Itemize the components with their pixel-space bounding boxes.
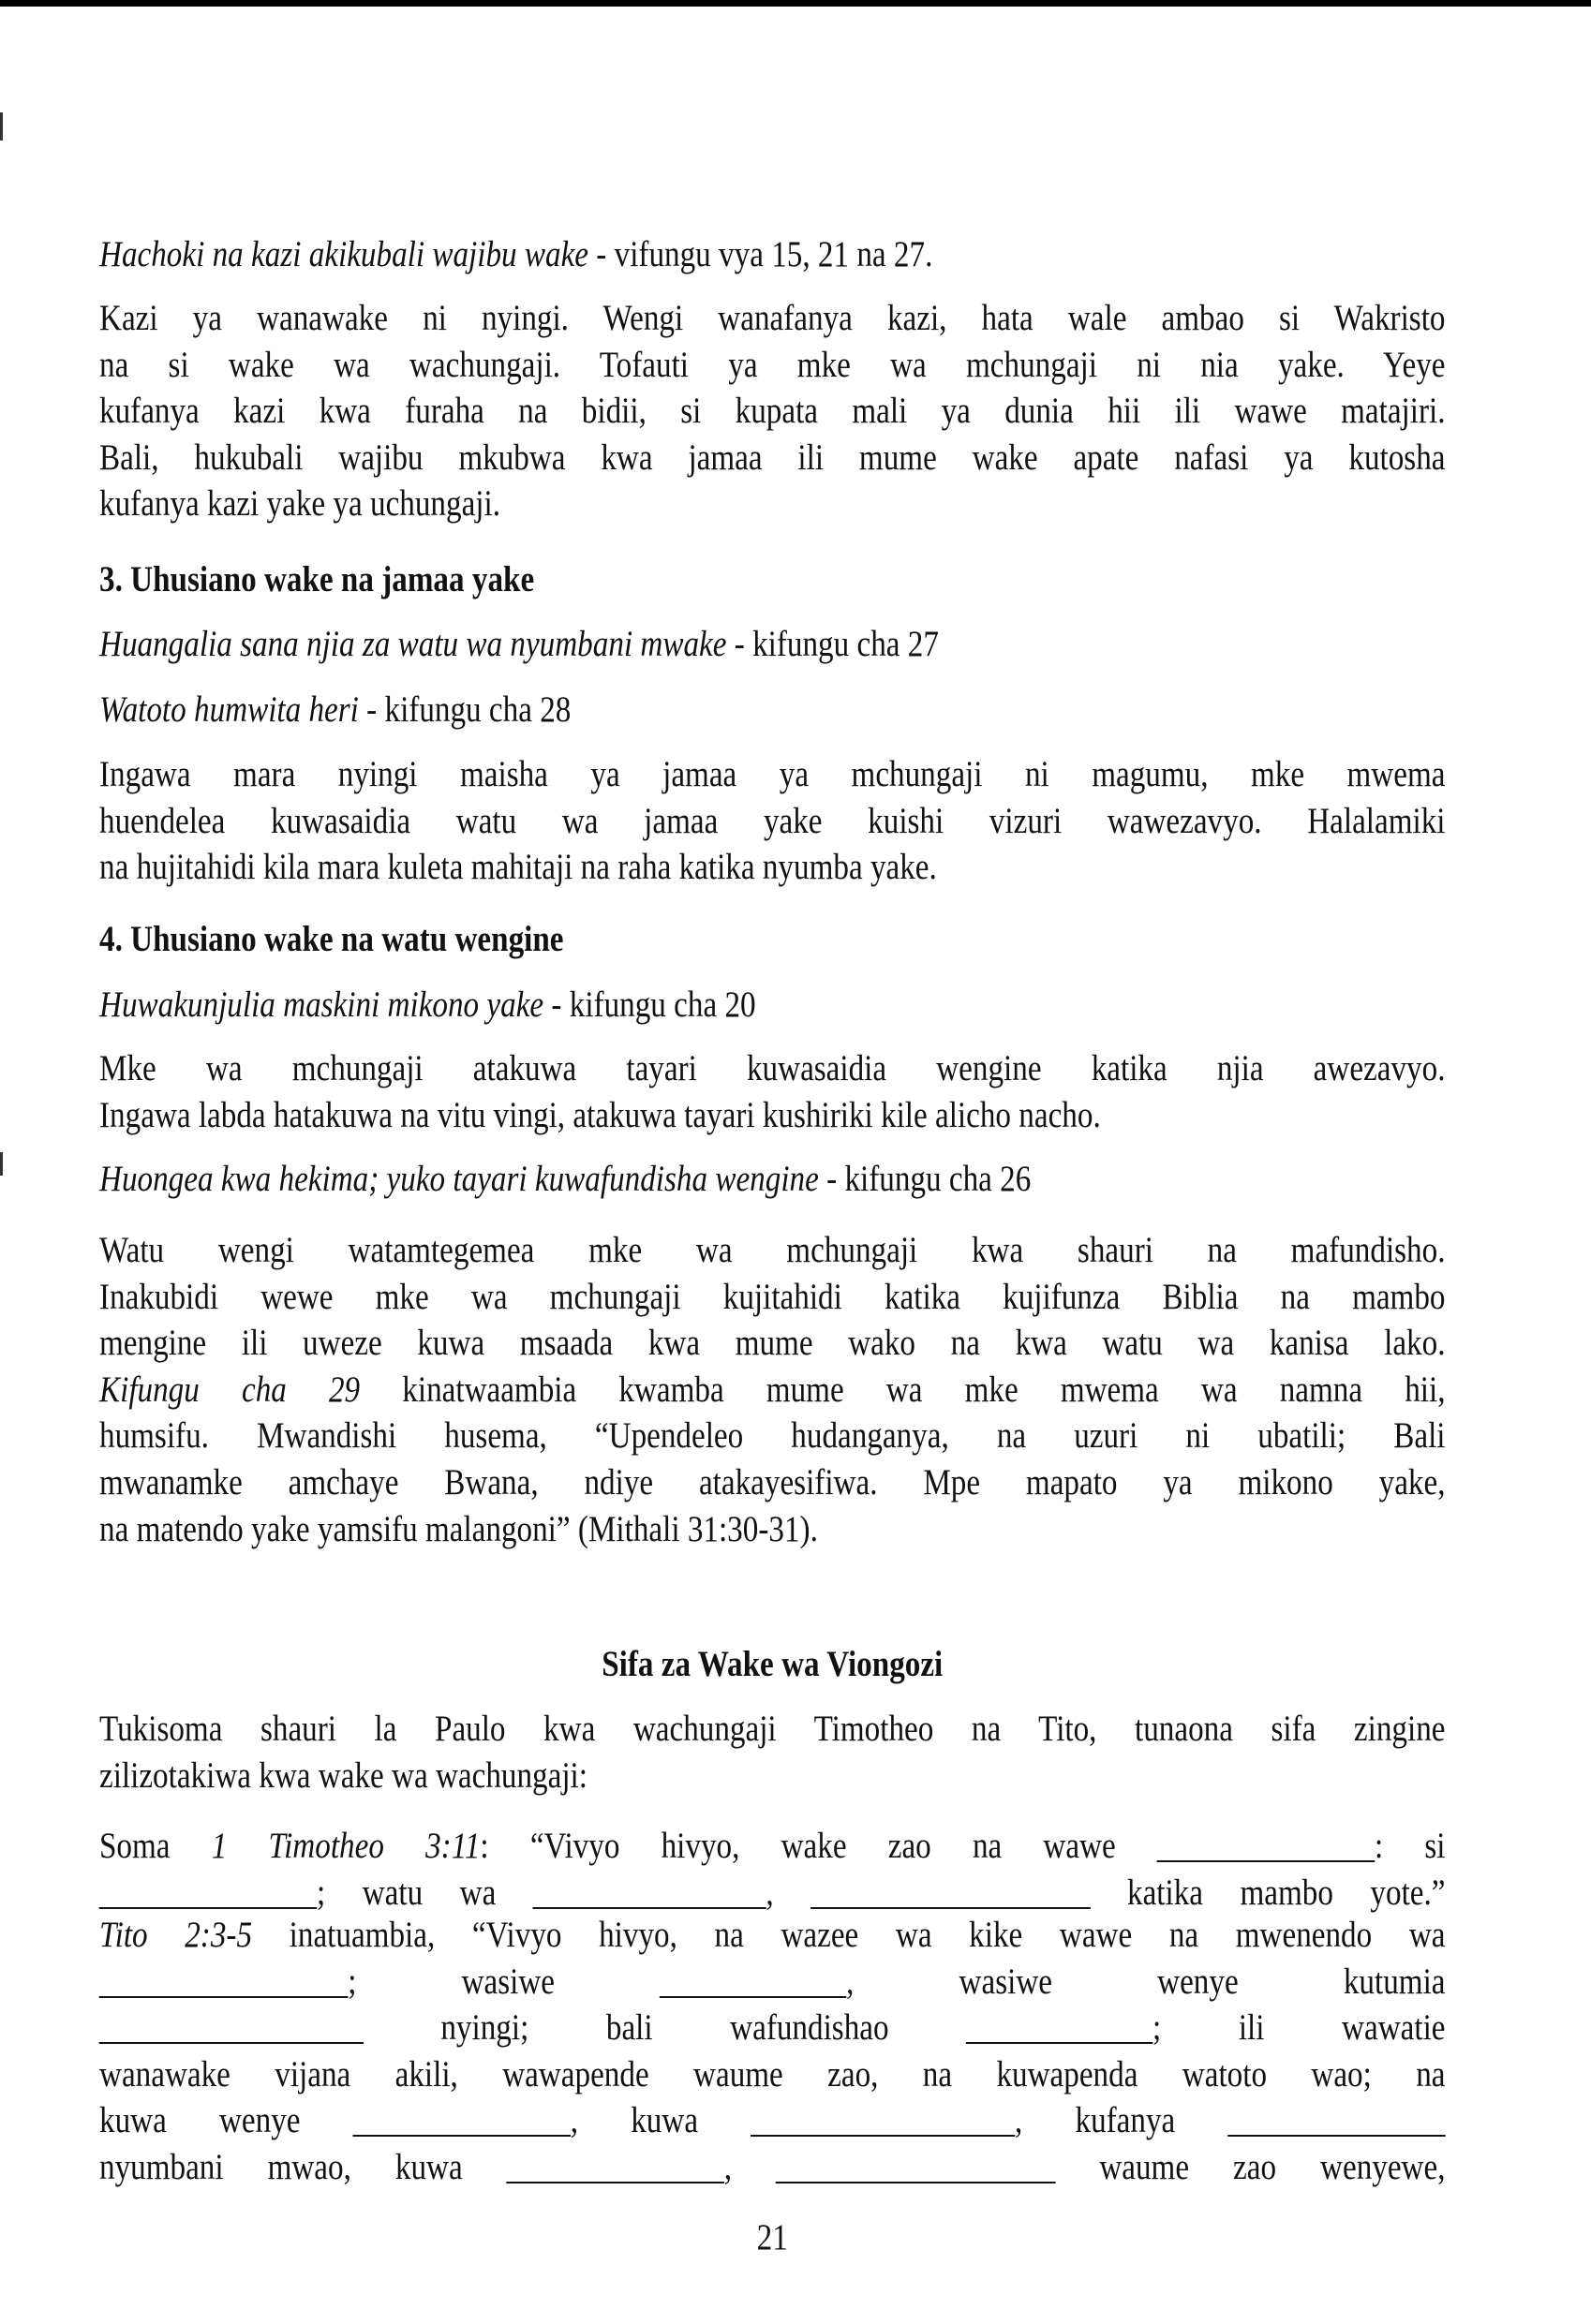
section-title — [99, 1641, 1445, 1688]
italic-text: Tito 2:3-5 — [99, 1915, 253, 1955]
text: kufanya kazi kwa furaha na bidii, si kupata mali ya dunia hii ili wawe matajiri. — [99, 391, 1446, 432]
text: ________________; wasiwe ____________, wasiwe wenye kutumia — [99, 1961, 1446, 2002]
text: kufanya kazi yake ya uchungaji. — [99, 483, 501, 525]
text-line — [99, 1367, 1446, 1414]
italic-text: Kifungu cha 29 — [99, 1369, 361, 1410]
text: mwanamke amchaye Bwana, ndiye atakayesifiwa. Mpe mapato ya mikono yake, — [99, 1461, 1446, 1502]
text-line — [99, 1641, 1446, 1688]
text: - kifungu cha 26 — [818, 1159, 1032, 1199]
text-line — [99, 2005, 1446, 2051]
text-line — [99, 342, 1446, 389]
paragraph — [99, 1706, 1445, 1799]
text-line — [99, 481, 1446, 527]
text-line — [99, 388, 1446, 435]
text-line — [99, 1912, 1446, 1959]
italic-text: Huangalia sana njia za watu wa nyumbani mwake — [99, 624, 727, 664]
text-line — [99, 1753, 1446, 1799]
verse-reference — [99, 687, 1445, 733]
text-line — [99, 2214, 1446, 2261]
text: ______________; watu wa _______________, __________________ katika mambo yote.” — [99, 1872, 1446, 1913]
text-line — [99, 1506, 1446, 1553]
text-line — [99, 1320, 1446, 1367]
text: Ingawa labda hatakuwa na vitu vingi, atakuwa tayari kushiriki kile alicho nacho. — [99, 1094, 1101, 1135]
text: nyumbani mwao, kuwa ______________, __________________ waume zao wenyewe, — [99, 2146, 1446, 2187]
paragraph — [99, 1045, 1445, 1138]
text-line — [99, 2097, 1446, 2144]
scan-mark — [0, 112, 3, 141]
text-line — [99, 687, 1446, 733]
text: kinatwaambia kwamba mume wa mke mwema wa namna hii, — [360, 1369, 1446, 1410]
text: Soma — [99, 1826, 212, 1866]
text: - vifungu vya 15, 21 na 27. — [588, 234, 933, 274]
text-line — [99, 1706, 1446, 1753]
text: Ingawa mara nyingi maisha ya jamaa ya mchungaji ni magumu, mke mwema — [99, 754, 1446, 794]
text: wanawake vijana akili, wawapende waume zao, na kuwapenda watoto wao; na — [99, 2053, 1446, 2095]
italic-text: 1 Timotheo 3:11 — [211, 1826, 481, 1866]
bold-text: Sifa za Wake wa Viongozi — [602, 1644, 944, 1684]
text-line — [99, 1459, 1446, 1506]
section-heading — [99, 916, 1445, 963]
text-line — [99, 2051, 1446, 2098]
text-line — [99, 844, 1446, 891]
italic-text: Watoto humwita heri — [99, 689, 359, 730]
text-line — [99, 621, 1446, 668]
text: Bali, hukubali wajibu mkubwa kwa jamaa ili mume wake apate nafasi ya kutosha — [99, 437, 1446, 478]
text-line — [99, 1413, 1446, 1459]
verse-reference — [99, 1156, 1445, 1203]
text-line — [99, 2144, 1446, 2191]
text: huendelea kuwasaidia watu wa jamaa yake kuishi vizuri wawezavyo. Halalamiki — [99, 800, 1446, 841]
text: mengine ili uweze kuwa msaada kwa mume wako na kwa watu wa kanisa lako. — [99, 1323, 1446, 1364]
text: _________________ nyingi; bali wafundishao ____________; ili wawatie — [99, 2007, 1446, 2049]
verse-reference — [99, 621, 1445, 668]
text: na hujitahidi kila mara kuleta mahitaji na raha katika nyumba yake. — [99, 847, 937, 888]
section-heading — [99, 556, 1445, 603]
page-number — [99, 2214, 1445, 2261]
paragraph — [99, 751, 1445, 891]
verse-reference — [99, 231, 1445, 278]
text: - kifungu cha 20 — [543, 984, 756, 1025]
italic-text: Hachoki na kazi akikubali wajibu wake — [99, 234, 589, 274]
text-line — [99, 1274, 1446, 1321]
fill-in-exercise — [99, 1912, 1445, 2191]
paragraph — [99, 295, 1445, 527]
text-line — [99, 1823, 1446, 1870]
text-line — [99, 1045, 1446, 1092]
text: - kifungu cha 28 — [358, 689, 572, 730]
text: inatuambia, “Vivyo hivyo, na wazee wa kike wawe na mwenendo wa — [252, 1915, 1446, 1955]
text: zilizotakiwa kwa wake wa wachungaji: — [99, 1754, 587, 1796]
text-line — [99, 295, 1446, 342]
text: Tukisoma shauri la Paulo kwa wachungaji Timotheo na Tito, tunaona sifa zingine — [99, 1709, 1446, 1749]
scan-mark — [0, 1152, 3, 1176]
text: kuwa wenye ______________, kuwa _________________, kufanya ______________ — [99, 2100, 1446, 2141]
fill-in-exercise — [99, 1823, 1445, 1916]
text-line — [99, 556, 1446, 603]
text: na matendo yake yamsifu malangoni” (Mithali 31:30-31). — [99, 1508, 818, 1549]
text-line — [99, 1870, 1446, 1917]
text-line — [99, 916, 1446, 963]
text-line — [99, 982, 1446, 1029]
text: - kifungu cha 27 — [726, 624, 939, 664]
bold-text: 4. Uhusiano wake na watu wengine — [99, 919, 564, 959]
scan-edge — [0, 0, 1591, 7]
text: Inakubidi wewe mke wa mchungaji kujitahidi katika kujifunza Biblia na mambo — [99, 1276, 1446, 1317]
italic-text: Huwakunjulia maskini mikono yake — [99, 984, 544, 1025]
text: Mke wa mchungaji atakuwa tayari kuwasaidia wengine katika njia awezavyo. — [99, 1048, 1446, 1088]
text-line — [99, 798, 1446, 845]
text-line — [99, 1156, 1446, 1203]
text: Kazi ya wanawake ni nyingi. Wengi wanafanya kazi, hata wale ambao si Wakristo — [99, 298, 1446, 338]
text-line — [99, 1227, 1446, 1274]
text: humsifu. Mwandishi husema, “Upendeleo hudanganya, na uzuri ni ubatili; Bali — [99, 1415, 1446, 1457]
text: na si wake wa wachungaji. Tofauti ya mke wa mchungaji ni nia yake. Yeye — [99, 344, 1446, 385]
paragraph — [99, 1227, 1445, 1552]
italic-text: Huongea kwa hekima; yuko tayari kuwafundisha wengine — [99, 1159, 819, 1199]
text-line — [99, 751, 1446, 798]
verse-reference — [99, 982, 1445, 1029]
bold-text: 3. Uhusiano wake na jamaa yake — [99, 559, 535, 600]
text-line — [99, 1959, 1446, 2006]
text: 21 — [756, 2217, 788, 2257]
text-line — [99, 435, 1446, 481]
text-line — [99, 1092, 1446, 1139]
text-line — [99, 231, 1446, 278]
text: : “Vivyo hivyo, wake zao na wawe ______________: si — [480, 1826, 1446, 1866]
text: Watu wengi watamtegemea mke wa mchungaji kwa shauri na mafundisho. — [99, 1230, 1446, 1270]
